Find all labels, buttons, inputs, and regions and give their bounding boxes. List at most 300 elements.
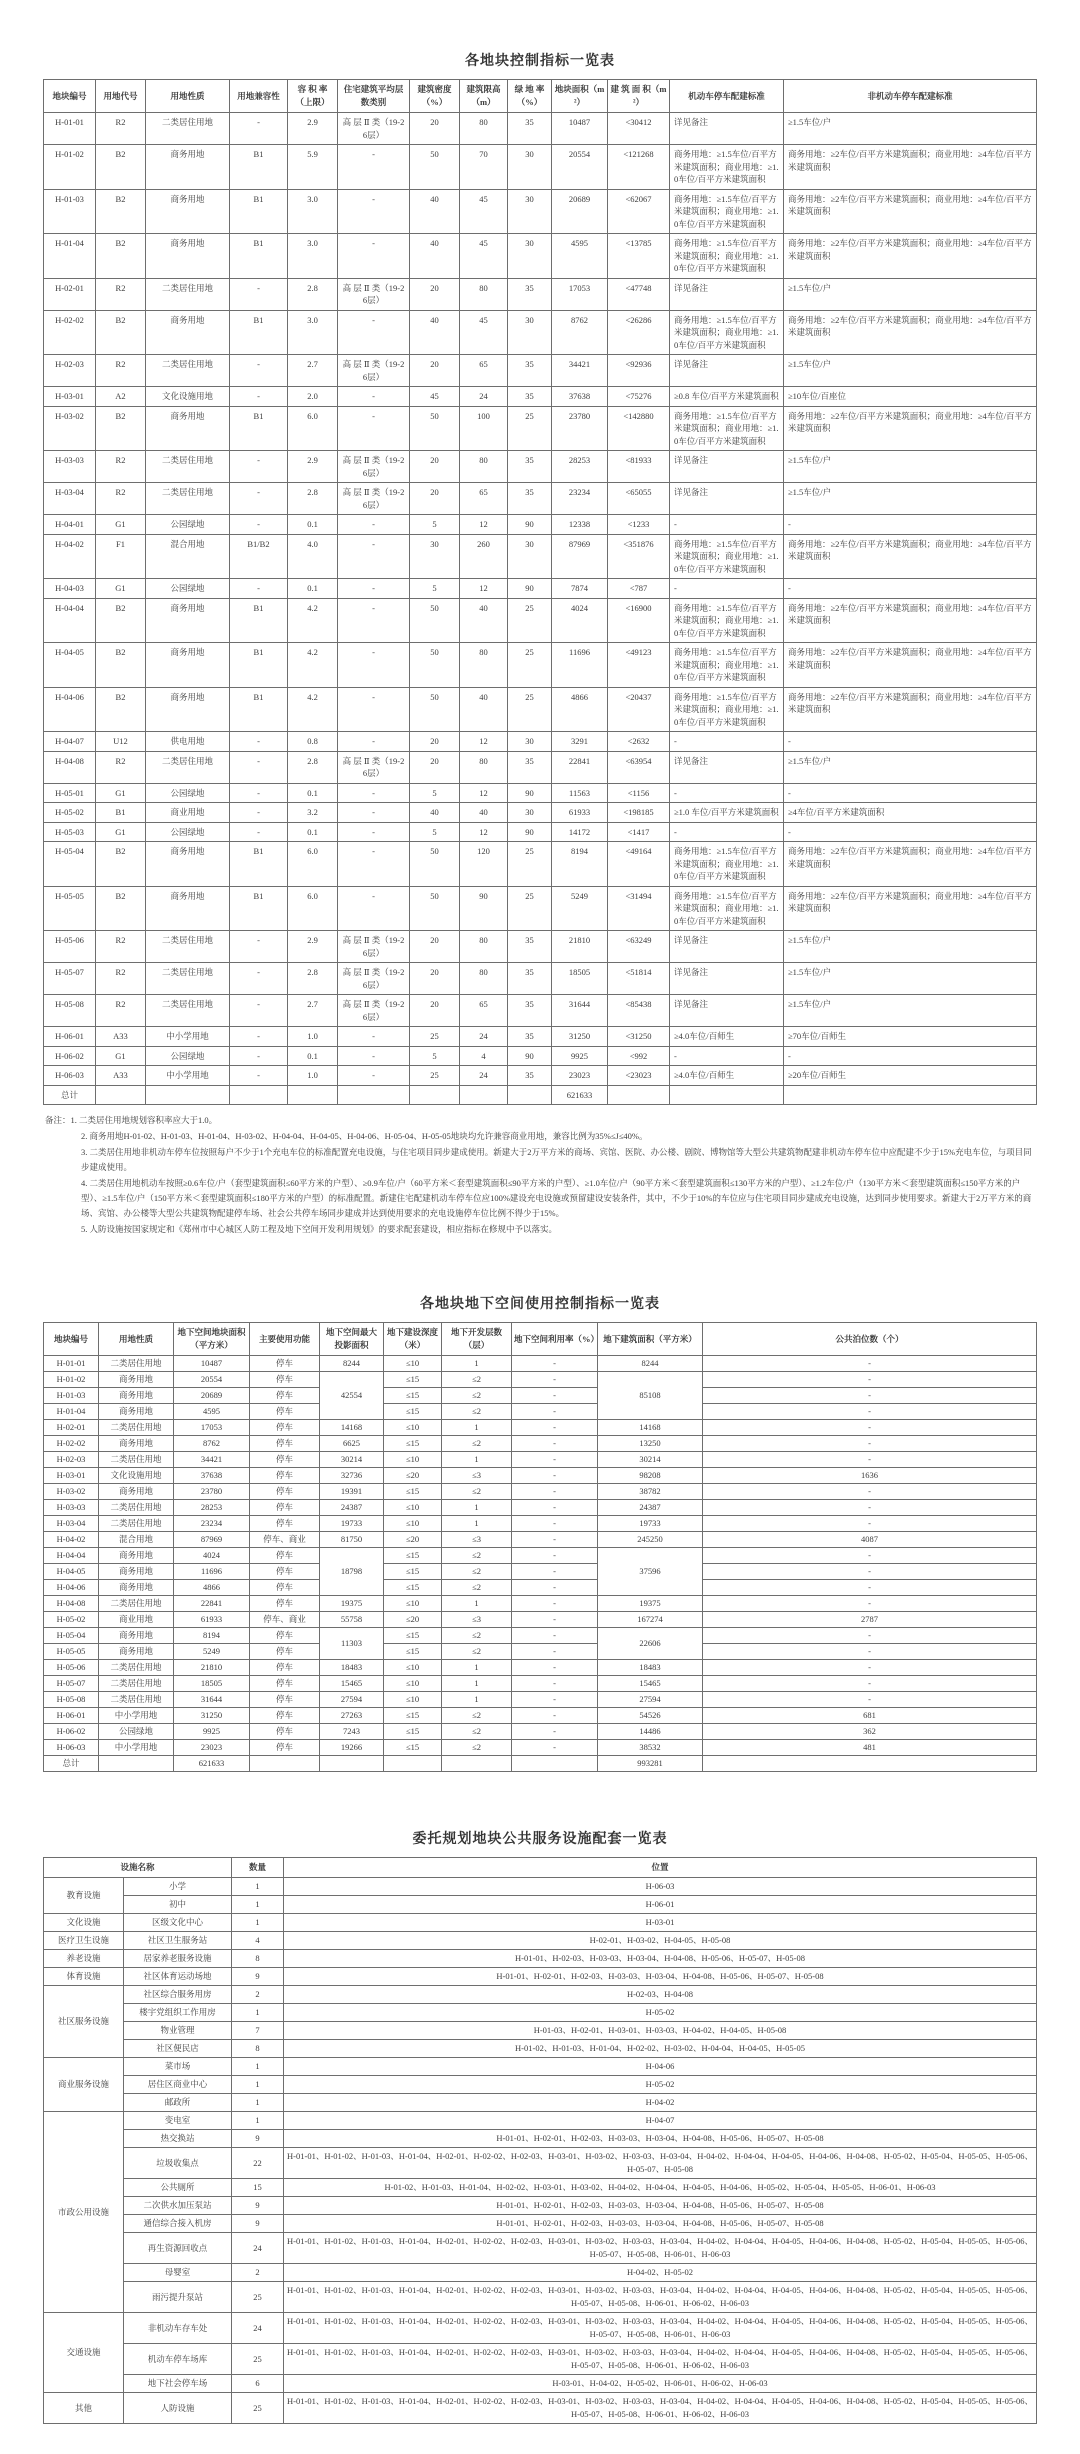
facility-name-cell: 居家养老服务设施 bbox=[124, 1950, 232, 1968]
cell: H-05-02 bbox=[44, 803, 96, 823]
cell: - bbox=[230, 963, 288, 995]
facility-location-cell: H-01-03、H-02-01、H-03-01、H-03-03、H-04-02、H-04-05、H-05-08 bbox=[284, 2022, 1037, 2040]
facility-count-cell: 2 bbox=[232, 2264, 284, 2282]
cell: 30 bbox=[508, 732, 552, 752]
table-row bbox=[44, 1388, 1037, 1404]
cell: ≤20 bbox=[384, 1612, 442, 1628]
cell: 11303 bbox=[320, 1628, 384, 1660]
cell: 商务用地：≥2车位/百平方米建筑面积；商业用地：≥4车位/百平方米建筑面积 bbox=[784, 189, 1037, 234]
cell: 商务用地 bbox=[146, 406, 230, 451]
cell: 商业用地 bbox=[99, 1612, 174, 1628]
table-row bbox=[44, 1404, 1037, 1420]
cell: - bbox=[512, 1516, 598, 1532]
cell: 20 bbox=[410, 113, 460, 145]
table-row bbox=[44, 534, 1037, 579]
cell: ≤2 bbox=[442, 1724, 512, 1740]
cell: 35 bbox=[508, 451, 552, 483]
table-row bbox=[44, 2004, 1037, 2022]
cell: 二类居住用地 bbox=[99, 1500, 174, 1516]
cell: 260 bbox=[460, 534, 508, 579]
table-row bbox=[44, 1878, 1037, 1896]
cell: 80 bbox=[460, 113, 508, 145]
column-header-location: 位置 bbox=[284, 1858, 1037, 1878]
cell: 35 bbox=[508, 278, 552, 310]
facility-name-cell: 居住区商业中心 bbox=[124, 2076, 232, 2094]
cell: 二类居住用地 bbox=[146, 483, 230, 515]
cell: ≤15 bbox=[384, 1564, 442, 1580]
facility-count-cell: 1 bbox=[232, 2058, 284, 2076]
cell: B1 bbox=[230, 598, 288, 643]
table-row bbox=[44, 355, 1037, 387]
table-row bbox=[44, 803, 1037, 823]
cell: 50 bbox=[410, 842, 460, 887]
cell: 23780 bbox=[174, 1484, 250, 1500]
table-row bbox=[44, 1692, 1037, 1708]
cell: - bbox=[512, 1452, 598, 1468]
cell: <16900 bbox=[608, 598, 670, 643]
table-row bbox=[44, 1950, 1037, 1968]
note-line: 5. 人防设施按国家规定和《郑州市中心城区人防工程及地下空间开发利用规划》的要求配套建设，相应指标在修规中予以落实。 bbox=[81, 1224, 558, 1234]
facility-location-cell: H-01-02、H-01-03、H-01-04、H-02-02、H-03-02、H-04-04、H-04-05、H-05-05 bbox=[284, 2040, 1037, 2058]
table-row bbox=[44, 2375, 1037, 2393]
cell: - bbox=[230, 931, 288, 963]
cell: 40 bbox=[460, 687, 508, 732]
cell: 23234 bbox=[552, 483, 608, 515]
cell: - bbox=[703, 1564, 1037, 1580]
cell: B1 bbox=[230, 310, 288, 355]
table-row bbox=[44, 278, 1037, 310]
cell: 245250 bbox=[598, 1532, 703, 1548]
cell: H-01-01 bbox=[44, 1356, 99, 1372]
cell: G1 bbox=[96, 822, 146, 842]
cell: 1 bbox=[442, 1500, 512, 1516]
cell: - bbox=[230, 822, 288, 842]
cell: H-04-06 bbox=[44, 687, 96, 732]
cell: 停车 bbox=[250, 1564, 320, 1580]
facility-count-cell: 1 bbox=[232, 2004, 284, 2022]
cell: H-05-08 bbox=[44, 1692, 99, 1708]
cell: ≤3 bbox=[442, 1468, 512, 1484]
cell: 二类居住用地 bbox=[99, 1676, 174, 1692]
cell: ≥1.5车位/户 bbox=[784, 963, 1037, 995]
table-row bbox=[44, 451, 1037, 483]
cell: 高 层 Ⅱ 类（19-26层） bbox=[338, 751, 410, 783]
cell: ≤15 bbox=[384, 1436, 442, 1452]
table-row bbox=[44, 732, 1037, 752]
cell: ≤15 bbox=[384, 1484, 442, 1500]
cell: H-04-04 bbox=[44, 1548, 99, 1564]
cell: 80 bbox=[460, 643, 508, 688]
cell: 4.2 bbox=[288, 687, 338, 732]
cell: 15465 bbox=[598, 1676, 703, 1692]
cell: B1 bbox=[230, 189, 288, 234]
cell: G1 bbox=[96, 1046, 146, 1066]
cell: 4024 bbox=[552, 598, 608, 643]
cell: 停车 bbox=[250, 1516, 320, 1532]
cell: 2.8 bbox=[288, 483, 338, 515]
facility-category-cell: 养老设施 bbox=[44, 1950, 124, 1968]
table-row bbox=[44, 483, 1037, 515]
cell: 2.8 bbox=[288, 278, 338, 310]
facility-count-cell: 8 bbox=[232, 1950, 284, 1968]
table-row bbox=[44, 2197, 1037, 2215]
cell: 10487 bbox=[174, 1356, 250, 1372]
cell: H-05-01 bbox=[44, 783, 96, 803]
cell: B2 bbox=[96, 189, 146, 234]
cell: 25 bbox=[410, 1027, 460, 1047]
facility-category-cell: 其他 bbox=[44, 2393, 124, 2424]
table-row bbox=[44, 579, 1037, 599]
table1-body bbox=[44, 113, 1037, 1105]
facility-name-cell: 楼宇党组织工作用房 bbox=[124, 2004, 232, 2022]
cell: H-02-02 bbox=[44, 1436, 99, 1452]
cell: 30 bbox=[508, 534, 552, 579]
cell: B1 bbox=[96, 803, 146, 823]
cell: 20689 bbox=[174, 1388, 250, 1404]
cell: - bbox=[703, 1404, 1037, 1420]
table2-header bbox=[44, 1323, 1037, 1356]
cell: - bbox=[338, 643, 410, 688]
table-row bbox=[44, 2344, 1037, 2375]
cell: - bbox=[512, 1692, 598, 1708]
cell: ≤10 bbox=[384, 1516, 442, 1532]
facility-category-cell: 社区服务设施 bbox=[44, 1986, 124, 2058]
cell: 22606 bbox=[598, 1628, 703, 1660]
cell: B2 bbox=[96, 310, 146, 355]
column-header: 绿 地 率（%） bbox=[508, 80, 552, 113]
cell: 81750 bbox=[320, 1532, 384, 1548]
facility-category-cell: 医疗卫生设施 bbox=[44, 1932, 124, 1950]
cell: 停车 bbox=[250, 1356, 320, 1372]
cell bbox=[384, 1756, 442, 1772]
facility-name-cell: 小学 bbox=[124, 1878, 232, 1896]
cell: 详见备注 bbox=[670, 451, 784, 483]
cell: 2787 bbox=[703, 1612, 1037, 1628]
cell: 商务用地：≥1.5车位/百平方米建筑面积；商业用地：≥1.0车位/百平方米建筑面积 bbox=[670, 189, 784, 234]
cell: 17053 bbox=[174, 1420, 250, 1436]
cell: 54526 bbox=[598, 1708, 703, 1724]
cell: 高 层 Ⅱ 类（19-26层） bbox=[338, 113, 410, 145]
facility-count-cell: 15 bbox=[232, 2179, 284, 2197]
column-header: 地块编号 bbox=[44, 80, 96, 113]
cell: 停车 bbox=[250, 1500, 320, 1516]
cell: 商务用地：≥1.5车位/百平方米建筑面积；商业用地：≥1.0车位/百平方米建筑面积 bbox=[670, 643, 784, 688]
cell: <121268 bbox=[608, 145, 670, 190]
cell: 18505 bbox=[174, 1676, 250, 1692]
cell: 中小学用地 bbox=[146, 1027, 230, 1047]
cell: 31250 bbox=[174, 1708, 250, 1724]
table-row bbox=[44, 2094, 1037, 2112]
cell: - bbox=[512, 1724, 598, 1740]
cell bbox=[99, 1756, 174, 1772]
cell: 20 bbox=[410, 355, 460, 387]
cell: - bbox=[784, 579, 1037, 599]
cell: ≥1.5车位/户 bbox=[784, 355, 1037, 387]
cell: 1 bbox=[442, 1660, 512, 1676]
table-row bbox=[44, 145, 1037, 190]
cell: 30 bbox=[508, 189, 552, 234]
cell: - bbox=[703, 1500, 1037, 1516]
cell: 5249 bbox=[174, 1644, 250, 1660]
cell: 4866 bbox=[174, 1580, 250, 1596]
cell: - bbox=[512, 1404, 598, 1420]
cell: 停车 bbox=[250, 1436, 320, 1452]
cell: <992 bbox=[608, 1046, 670, 1066]
cell: - bbox=[512, 1532, 598, 1548]
cell: R2 bbox=[96, 963, 146, 995]
cell: ≤15 bbox=[384, 1404, 442, 1420]
cell: 详见备注 bbox=[670, 483, 784, 515]
cell: 二类居住用地 bbox=[146, 355, 230, 387]
table-row bbox=[44, 1596, 1037, 1612]
cell: ≤15 bbox=[384, 1740, 442, 1756]
cell: - bbox=[338, 579, 410, 599]
cell: 商务用地：≥1.5车位/百平方米建筑面积；商业用地：≥1.0车位/百平方米建筑面积 bbox=[670, 534, 784, 579]
cell: - bbox=[338, 598, 410, 643]
cell: 23234 bbox=[174, 1516, 250, 1532]
cell: 45 bbox=[460, 189, 508, 234]
table-row bbox=[44, 842, 1037, 887]
table-row bbox=[44, 1914, 1037, 1932]
cell: 商务用地：≥1.5车位/百平方米建筑面积；商业用地：≥1.0车位/百平方米建筑面积 bbox=[670, 406, 784, 451]
cell: B1 bbox=[230, 886, 288, 931]
cell: ≥1.5车位/户 bbox=[784, 113, 1037, 145]
cell: ≤15 bbox=[384, 1644, 442, 1660]
cell: - bbox=[670, 732, 784, 752]
table-row bbox=[44, 1436, 1037, 1452]
table-row bbox=[44, 2313, 1037, 2344]
cell: 31644 bbox=[174, 1692, 250, 1708]
table-row bbox=[44, 1356, 1037, 1372]
cell: 18798 bbox=[320, 1548, 384, 1596]
cell: 0.1 bbox=[288, 783, 338, 803]
cell: H-03-04 bbox=[44, 483, 96, 515]
column-header: 建筑限高（m） bbox=[460, 80, 508, 113]
cell: 993281 bbox=[598, 1756, 703, 1772]
cell: ≥1.0 车位/百平方米建筑面积 bbox=[670, 803, 784, 823]
cell: 30 bbox=[508, 145, 552, 190]
cell: ≥0.8 车位/百平方米建筑面积 bbox=[670, 387, 784, 407]
cell: 二类居住用地 bbox=[146, 963, 230, 995]
facility-location-cell: H-01-02、H-01-03、H-01-04、H-02-02、H-03-01、H-03-02、H-04-02、H-04-04、H-04-05、H-04-06、H-05-02、H-05-04、H-05-05、H-06-01、H-06-03 bbox=[284, 2179, 1037, 2197]
cell: 12 bbox=[460, 579, 508, 599]
cell: B1/B2 bbox=[230, 534, 288, 579]
cell: ≤10 bbox=[384, 1676, 442, 1692]
table-row bbox=[44, 1724, 1037, 1740]
cell: 50 bbox=[410, 643, 460, 688]
cell: 0.1 bbox=[288, 515, 338, 535]
cell: 二类居住用地 bbox=[99, 1420, 174, 1436]
column-header: 主要使用功能 bbox=[250, 1323, 320, 1356]
cell: 90 bbox=[508, 1046, 552, 1066]
cell: ≤20 bbox=[384, 1468, 442, 1484]
facility-location-cell: H-04-07 bbox=[284, 2112, 1037, 2130]
cell: 二类居住用地 bbox=[146, 995, 230, 1027]
cell: - bbox=[512, 1484, 598, 1500]
cell: <1417 bbox=[608, 822, 670, 842]
cell: 18505 bbox=[552, 963, 608, 995]
cell: R2 bbox=[96, 113, 146, 145]
cell: - bbox=[512, 1596, 598, 1612]
cell: 80 bbox=[460, 751, 508, 783]
cell: <85438 bbox=[608, 995, 670, 1027]
cell: 40 bbox=[460, 598, 508, 643]
cell: - bbox=[338, 406, 410, 451]
facility-location-cell: H-06-01 bbox=[284, 1896, 1037, 1914]
cell: <1156 bbox=[608, 783, 670, 803]
cell: 14172 bbox=[552, 822, 608, 842]
cell: 45 bbox=[460, 310, 508, 355]
cell: - bbox=[703, 1436, 1037, 1452]
cell: 二类居住用地 bbox=[146, 113, 230, 145]
cell: 1.0 bbox=[288, 1066, 338, 1086]
cell: 25 bbox=[508, 687, 552, 732]
cell: 7243 bbox=[320, 1724, 384, 1740]
cell: - bbox=[230, 751, 288, 783]
cell: H-04-02 bbox=[44, 1532, 99, 1548]
cell: 公园绿地 bbox=[146, 1046, 230, 1066]
column-header: 公共泊位数（个） bbox=[703, 1323, 1037, 1356]
cell: H-04-04 bbox=[44, 598, 96, 643]
table3-title: 委托规划地块公共服务设施配套一览表 bbox=[412, 1832, 668, 1847]
cell: 21810 bbox=[552, 931, 608, 963]
cell: 15465 bbox=[320, 1676, 384, 1692]
cell: 1.0 bbox=[288, 1027, 338, 1047]
cell: 二类居住用地 bbox=[99, 1452, 174, 1468]
cell: - bbox=[512, 1356, 598, 1372]
cell: 50 bbox=[410, 598, 460, 643]
cell: 90 bbox=[508, 783, 552, 803]
cell: 34421 bbox=[552, 355, 608, 387]
cell: 停车 bbox=[250, 1452, 320, 1468]
cell: 35 bbox=[508, 995, 552, 1027]
facility-name-cell: 再生资源回收点 bbox=[124, 2233, 232, 2264]
cell: H-03-02 bbox=[44, 406, 96, 451]
facility-location-cell: H-01-01、H-02-01、H-02-03、H-03-03、H-03-04、H-04-08、H-05-06、H-05-07、H-05-08 bbox=[284, 1968, 1037, 1986]
column-header: 地下建筑面积（平方米） bbox=[598, 1323, 703, 1356]
cell: H-04-02 bbox=[44, 534, 96, 579]
cell: 45 bbox=[460, 234, 508, 279]
cell: H-03-01 bbox=[44, 387, 96, 407]
cell: 35 bbox=[508, 1066, 552, 1086]
cell: 35 bbox=[508, 113, 552, 145]
cell: - bbox=[784, 515, 1037, 535]
cell: 中小学用地 bbox=[99, 1740, 174, 1756]
cell: 25 bbox=[508, 842, 552, 887]
facility-name-cell: 雨污提升泵站 bbox=[124, 2282, 232, 2313]
note-line: 2. 商务用地H-01-02、H-01-03、H-01-04、H-03-02、H-04-04、H-04-05、H-04-06、H-05-04、H-05-05地块均允许兼容商业用地，兼容比例为35%≤J≤40%。 bbox=[81, 1131, 648, 1141]
facility-name-cell: 菜市场 bbox=[124, 2058, 232, 2076]
facility-location-cell: H-01-01、H-01-02、H-01-03、H-01-04、H-02-01、H-02-02、H-02-03、H-03-01、H-03-02、H-03-03、H-03-04、H-04-02、H-04-04、H-04-05、H-04-06、H-04-08、H-05-02、H-05-04、H-05-05、H-05-06、H-05-07、H-05-08、H-06-01、H-06-02、H-06-03 bbox=[284, 2344, 1037, 2375]
cell: ≥4车位/百平方米建筑面积 bbox=[784, 803, 1037, 823]
cell: H-05-05 bbox=[44, 886, 96, 931]
cell: 2.0 bbox=[288, 387, 338, 407]
cell: 19391 bbox=[320, 1484, 384, 1500]
cell: 35 bbox=[508, 1027, 552, 1047]
facility-name-cell: 机动车停车场库 bbox=[124, 2344, 232, 2375]
cell: H-06-02 bbox=[44, 1724, 99, 1740]
cell: 31644 bbox=[552, 995, 608, 1027]
table-row bbox=[44, 886, 1037, 931]
cell: ≥10车位/百座位 bbox=[784, 387, 1037, 407]
cell: 12338 bbox=[552, 515, 608, 535]
cell: - bbox=[338, 534, 410, 579]
cell: 1 bbox=[442, 1452, 512, 1468]
cell: 商务用地：≥1.5车位/百平方米建筑面积；商业用地：≥1.0车位/百平方米建筑面积 bbox=[670, 310, 784, 355]
table-row bbox=[44, 1046, 1037, 1066]
plot-control-indicators-table bbox=[43, 79, 1037, 1105]
cell: <787 bbox=[608, 579, 670, 599]
cell: - bbox=[338, 803, 410, 823]
cell: - bbox=[512, 1612, 598, 1628]
cell: H-06-03 bbox=[44, 1740, 99, 1756]
cell: 商务用地：≥2车位/百平方米建筑面积；商业用地：≥4车位/百平方米建筑面积 bbox=[784, 234, 1037, 279]
cell: 7874 bbox=[552, 579, 608, 599]
table-row bbox=[44, 643, 1037, 688]
cell: A33 bbox=[96, 1066, 146, 1086]
cell: 商务用地 bbox=[146, 886, 230, 931]
cell: 38532 bbox=[598, 1740, 703, 1756]
cell: 停车、商业 bbox=[250, 1532, 320, 1548]
facility-count-cell: 9 bbox=[232, 2130, 284, 2148]
cell: 98208 bbox=[598, 1468, 703, 1484]
cell: 11696 bbox=[552, 643, 608, 688]
note-line: 备注：1. 二类居住用地规划容积率应大于1.0。 bbox=[45, 1115, 218, 1125]
cell: 18483 bbox=[598, 1660, 703, 1676]
cell: H-02-03 bbox=[44, 1452, 99, 1468]
cell: 40 bbox=[410, 310, 460, 355]
cell: 商务用地 bbox=[99, 1548, 174, 1564]
table3-body bbox=[44, 1878, 1037, 2424]
cell: H-04-06 bbox=[44, 1580, 99, 1596]
cell: 38782 bbox=[598, 1484, 703, 1500]
cell: ≤10 bbox=[384, 1356, 442, 1372]
cell: 停车 bbox=[250, 1420, 320, 1436]
cell: 90 bbox=[508, 515, 552, 535]
cell: 停车 bbox=[250, 1580, 320, 1596]
cell: 二类居住用地 bbox=[99, 1516, 174, 1532]
cell: 停车 bbox=[250, 1468, 320, 1484]
cell: B1 bbox=[230, 643, 288, 688]
cell: - bbox=[512, 1420, 598, 1436]
cell: - bbox=[512, 1676, 598, 1692]
facility-name-cell: 社区便民店 bbox=[124, 2040, 232, 2058]
cell: 50 bbox=[410, 406, 460, 451]
table-row bbox=[44, 1740, 1037, 1756]
facility-count-cell: 1 bbox=[232, 1878, 284, 1896]
cell: 详见备注 bbox=[670, 113, 784, 145]
cell: 25 bbox=[410, 1066, 460, 1086]
cell: 停车、商业 bbox=[250, 1612, 320, 1628]
table-row bbox=[44, 1580, 1037, 1596]
cell: 4.2 bbox=[288, 643, 338, 688]
cell: - bbox=[230, 579, 288, 599]
column-header: 用地性质 bbox=[146, 80, 230, 113]
table3-header bbox=[44, 1858, 1037, 1878]
cell: H-03-03 bbox=[44, 1500, 99, 1516]
table-row bbox=[44, 2179, 1037, 2197]
cell: - bbox=[230, 1027, 288, 1047]
cell: ≤10 bbox=[384, 1660, 442, 1676]
cell: R2 bbox=[96, 995, 146, 1027]
facility-count-cell: 22 bbox=[232, 2148, 284, 2179]
cell: 55758 bbox=[320, 1612, 384, 1628]
cell: - bbox=[338, 310, 410, 355]
facility-name-cell: 社区体育运动场地 bbox=[124, 1968, 232, 1986]
cell: 24387 bbox=[598, 1500, 703, 1516]
cell: ≤15 bbox=[384, 1708, 442, 1724]
cell: - bbox=[230, 515, 288, 535]
